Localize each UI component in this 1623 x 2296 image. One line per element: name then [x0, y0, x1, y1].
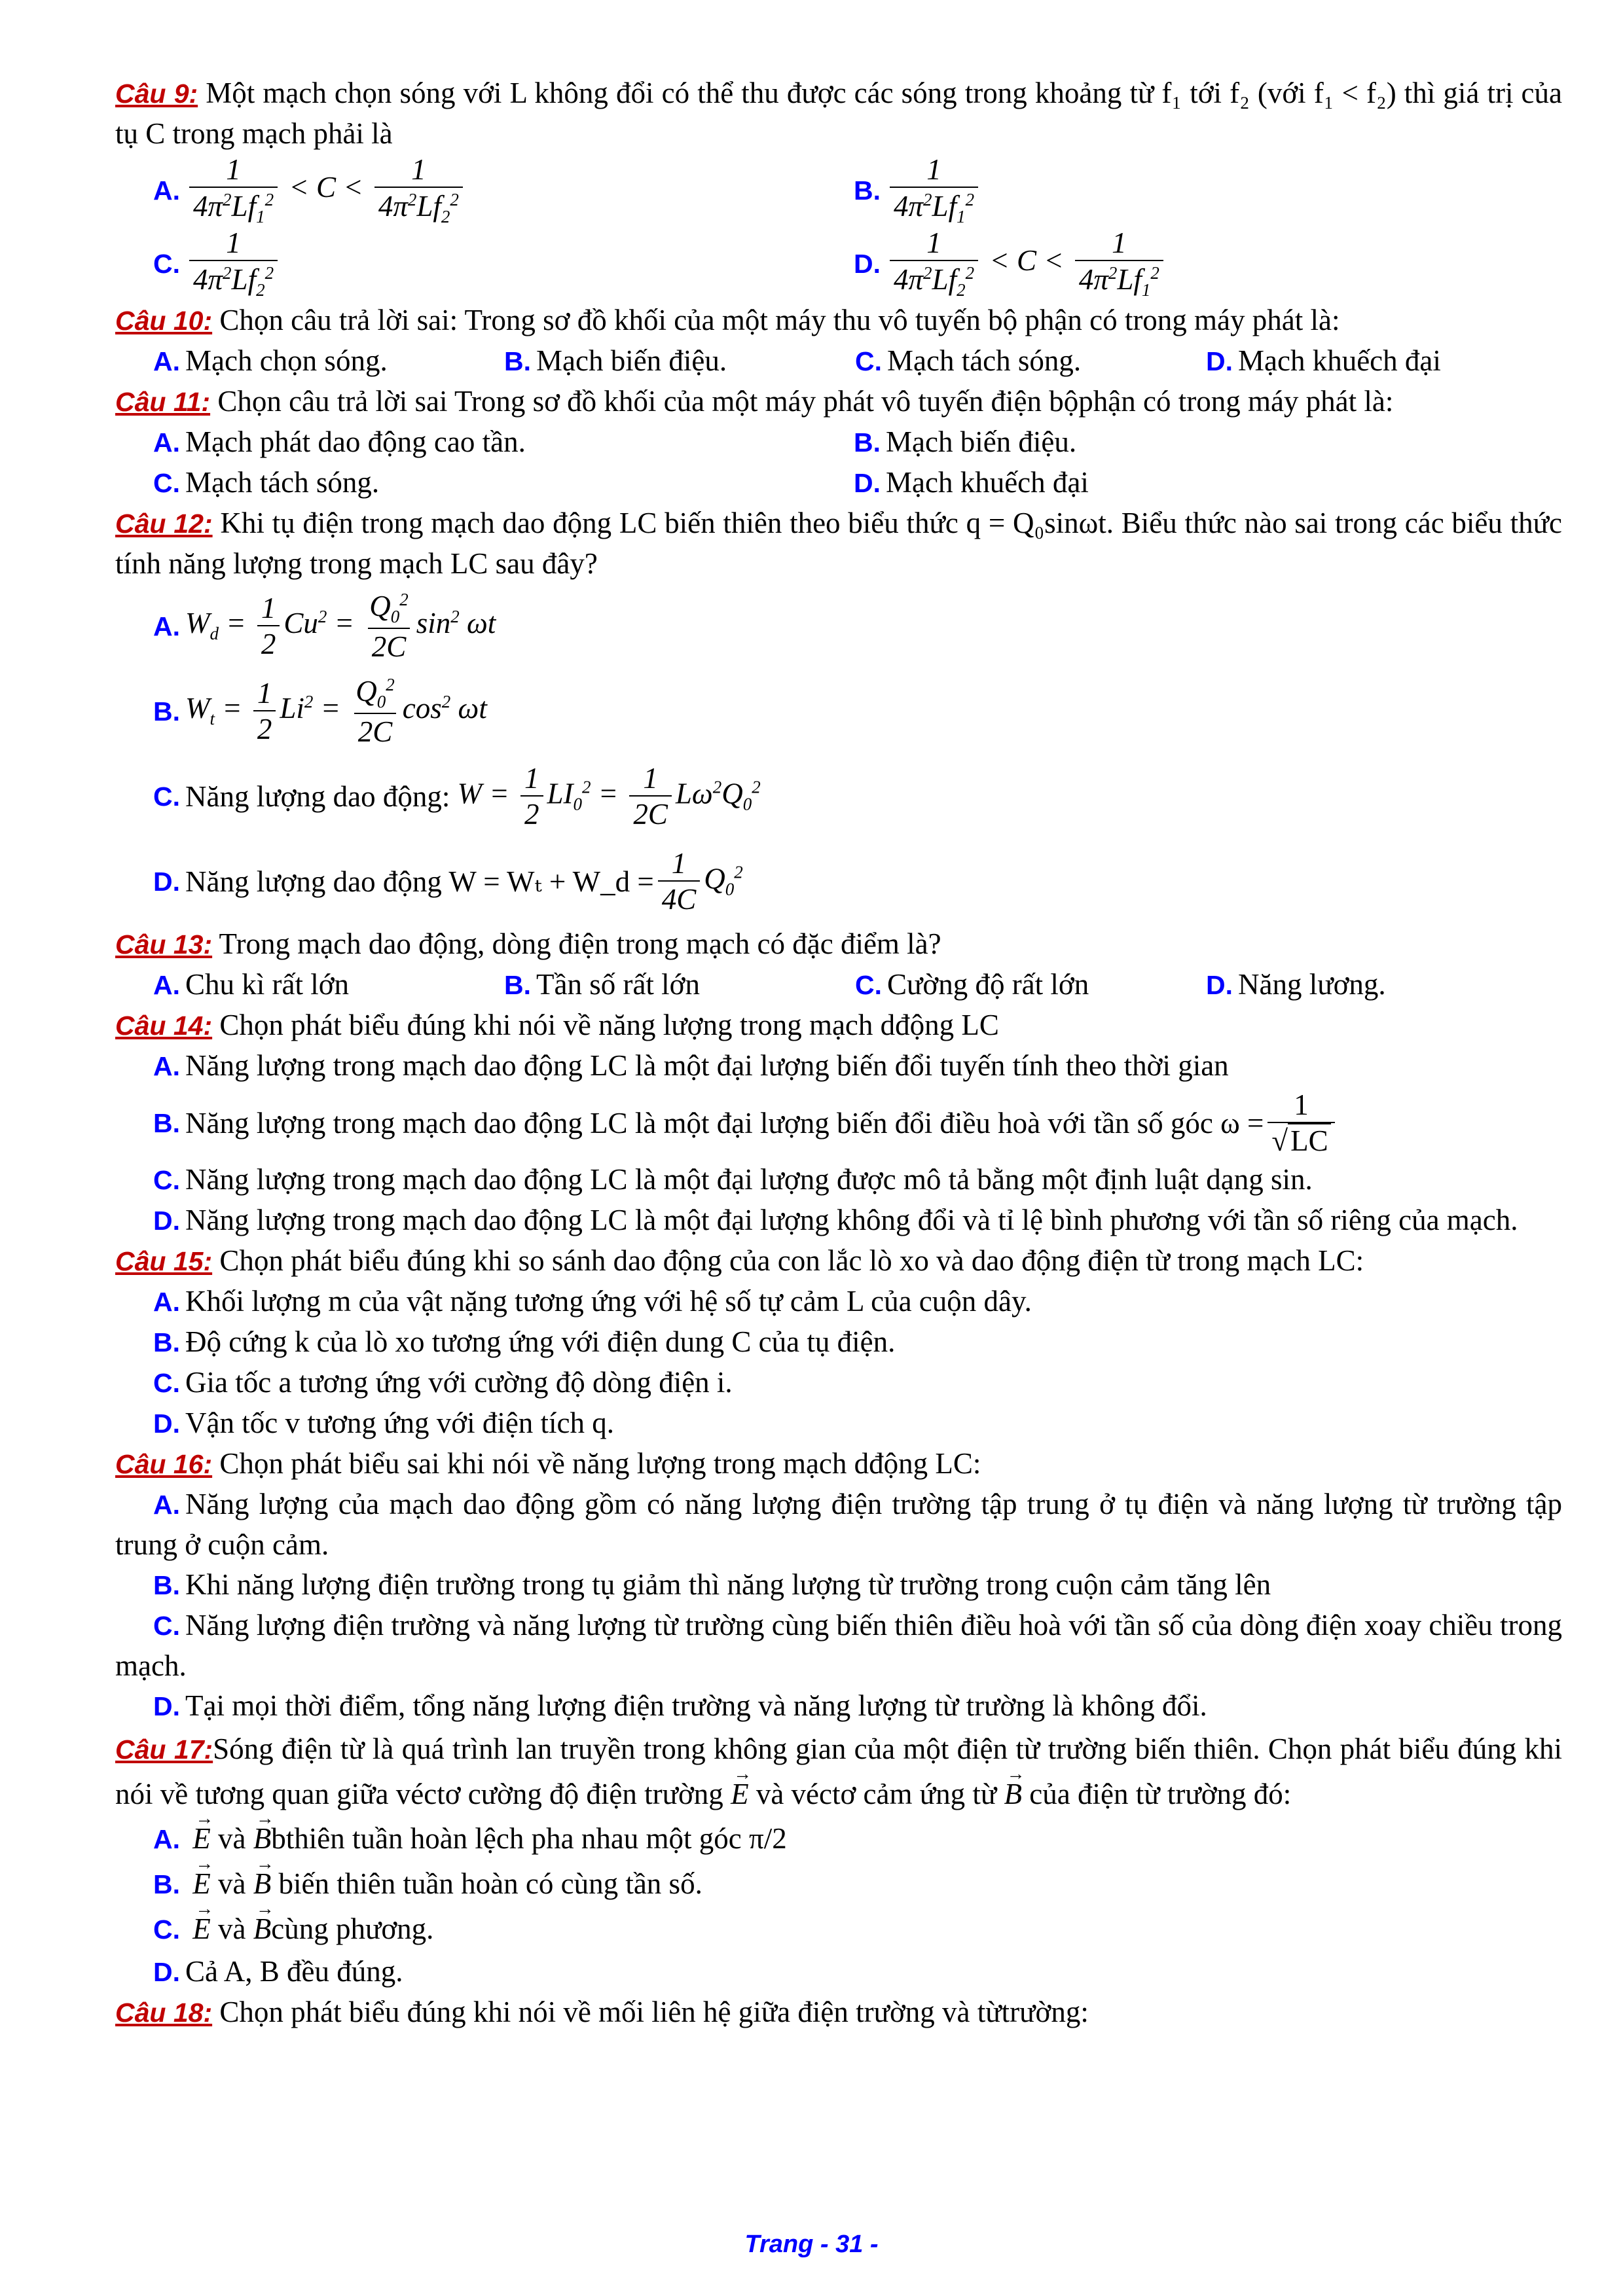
option-text: Mạch khuếch đại	[886, 466, 1089, 499]
option-label: B.	[153, 1107, 180, 1138]
question-9	[115, 73, 1562, 154]
question-14	[115, 1005, 1562, 1046]
question-10-options	[115, 341, 1562, 382]
option-label: C.	[153, 1914, 180, 1945]
question-10-text: Chọn câu trả lời sai: Trong sơ đồ khối của một máy thu vô tuyến bộ phận có trong máy phát là:	[219, 304, 1340, 336]
option-label: B.	[854, 427, 881, 457]
formula-total-energy: W = $\frac{1}{2}$ $LI_0^2$ = $\frac{1}{2C}$ $L\omega^2Q_0^2$	[450, 761, 761, 831]
question-17-text-c: của điện từ trường đó:	[1029, 1778, 1292, 1810]
option-label: D.	[854, 248, 881, 279]
option-text: Khi năng lượng điện trường trong tụ giảm thì năng lượng từ trường trong cuộn cảm tăng lên	[185, 1568, 1271, 1601]
option-conj: và	[218, 1822, 246, 1855]
option-label: D.	[1206, 346, 1233, 376]
option-text: Cả A, B đều đúng.	[185, 1955, 403, 1988]
question-13	[115, 924, 1562, 965]
question-17-option-b	[115, 1861, 1562, 1907]
option-text: Mạch chọn sóng.	[185, 344, 388, 377]
question-15-option-c	[115, 1363, 1562, 1403]
question-12-text: Khi tụ điện trong mạch dao động LC biến thiên theo biểu thức q = Q₀sinωt. Biểu thức nào sai trong các biểu thức tính năng lượng trong mạch LC sau đây?	[115, 507, 1562, 580]
option-text: Mạch khuếch đại	[1238, 344, 1441, 377]
formula-total-energy-d: $\frac{1}{4C}$ $Q_0^2$	[654, 848, 743, 916]
option-label: A.	[153, 1287, 180, 1317]
question-9-text: Một mạch chọn sóng với L không đổi có thể thu được các sóng trong khoảng từ f₁ tới f₂ (với f₁ < f₂) thì giá trị của tụ C trong mạch phải là	[115, 77, 1562, 150]
option-label: C.	[153, 781, 180, 812]
question-9-options-cd	[115, 227, 1562, 300]
question-16-option-c	[115, 1605, 1562, 1686]
option-text: Năng lượng của mạch dao động gồm có năng lượng điện trường tập trung ở tụ điện và năng lượng từ trường tập trung ở cuộn cảm.	[115, 1488, 1562, 1561]
question-12-option-c	[115, 754, 1562, 839]
option-text: Năng lượng trong mạch dao động LC là một đại lượng biến đổi điều hoà với tần số góc ω =	[185, 1106, 1264, 1139]
option-text: Năng lượng trong mạch dao động LC là một đại lượng không đổi và tỉ lệ bình phương với tần số riêng của mạch.	[185, 1204, 1518, 1236]
option-text: Khối lượng m của vật nặng tương ứng với hệ số tự cảm L của cuộn dây.	[185, 1285, 1032, 1318]
option-conj: và	[218, 1867, 246, 1900]
formula-option-b: $\frac{1}{4\pi^2Lf_1^2}$	[886, 154, 982, 226]
question-17-option-c	[115, 1907, 1562, 1952]
question-10-number: Câu 10:	[115, 306, 213, 336]
option-label: C.	[855, 970, 882, 1000]
formula-electric-energy: $W_d$ = $\frac{1}{2}$ $Cu^2$ = $\frac{Q_0^2}{2C}$ $\sin^2 \omega t$	[185, 590, 496, 663]
option-text: Tại mọi thời điểm, tổng năng lượng điện trường và năng lượng từ trường là không đổi.	[185, 1689, 1207, 1722]
question-15	[115, 1241, 1562, 1282]
question-9-options-ab	[115, 154, 1562, 227]
question-11-number: Câu 11:	[115, 387, 211, 417]
option-label: A.	[153, 611, 180, 641]
question-16-option-a	[115, 1484, 1562, 1565]
question-17-option-a	[115, 1816, 1562, 1861]
option-label: D.	[1206, 970, 1233, 1000]
option-text: Tần số rất lớn	[536, 968, 700, 1001]
question-14-option-d	[115, 1200, 1562, 1241]
option-text: Năng lượng dao động:	[185, 780, 450, 813]
option-text: cùng phương.	[271, 1912, 434, 1945]
option-text: biến thiên tuần hoàn có cùng tần số.	[278, 1867, 702, 1900]
option-text: Mạch biến điệu.	[536, 344, 727, 377]
option-label: B.	[504, 970, 531, 1000]
question-16-number: Câu 16:	[115, 1449, 213, 1479]
option-label: C.	[855, 346, 882, 376]
option-label: A.	[153, 175, 180, 206]
question-12-option-d	[115, 839, 1562, 924]
question-13-text: Trong mạch dao động, dòng điện trong mạch có đặc điểm là?	[219, 927, 941, 960]
formula-option-d: $\frac{1}{4\pi^2Lf_2^2}$ < C < $\frac{1}{4\pi^2Lf_1^2}$	[886, 228, 1167, 300]
option-label: A.	[153, 1051, 180, 1081]
option-text: Năng lượng điện trường và năng lượng từ trường cùng biến thiên điều hoà với tần số của dòng điện xoay chiều trong mạch.	[115, 1609, 1563, 1682]
question-18-text: Chọn phát biểu đúng khi nói về mối liên hệ giữa điện trường và từtrường:	[219, 1996, 1089, 2028]
question-15-option-b	[115, 1322, 1562, 1363]
question-17-number: Câu 17:	[115, 1734, 213, 1765]
option-label: B.	[854, 175, 881, 206]
option-label: B.	[504, 346, 531, 376]
formula-omega: $\frac{1}{√LC}$	[1267, 1090, 1334, 1157]
question-14-option-c	[115, 1160, 1562, 1200]
question-13-number: Câu 13:	[115, 929, 213, 960]
option-text: Cường độ rất lớn	[887, 968, 1089, 1001]
option-label: A.	[153, 1824, 180, 1854]
option-text: Gia tốc a tương ứng với cường độ dòng điện i.	[185, 1366, 733, 1399]
option-label: D.	[153, 1408, 180, 1439]
option-label: A.	[153, 346, 180, 376]
question-11-text: Chọn câu trả lời sai Trong sơ đồ khối của một máy phát vô tuyến điện bộphận có trong máy phát là:	[217, 385, 1394, 418]
question-13-options	[115, 965, 1562, 1005]
question-18	[115, 1992, 1562, 2033]
option-label: B.	[153, 696, 180, 726]
option-text: Năng lương.	[1238, 968, 1386, 1001]
option-label: A.	[153, 970, 180, 1000]
option-text: Mạch phát dao động cao tần.	[185, 425, 526, 458]
option-text: Chu kì rất lớn	[185, 968, 350, 1001]
question-14-option-a	[115, 1046, 1562, 1086]
formula-magnetic-energy: $W_t$ = $\frac{1}{2}$ $Li^2$ = $\frac{Q_0^2}{2C}$ $\cos^2 \omega t$	[185, 675, 487, 748]
option-label: B.	[153, 1327, 180, 1357]
option-text: Mạch biến điệu.	[886, 425, 1077, 458]
option-label: C.	[153, 1611, 180, 1641]
question-15-number: Câu 15:	[115, 1246, 213, 1276]
option-label: D.	[153, 866, 180, 897]
question-14-text: Chọn phát biểu đúng khi nói về năng lượng trong mạch dđộng LC	[219, 1009, 999, 1041]
document-page	[115, 73, 1562, 2033]
question-11-options-ab	[115, 422, 1562, 463]
option-label: A.	[153, 427, 180, 457]
option-label: B.	[153, 1869, 180, 1899]
vector-e: → E	[731, 1772, 749, 1816]
question-14-option-b	[115, 1086, 1562, 1160]
question-9-number: Câu 9:	[115, 79, 198, 109]
question-17-option-d	[115, 1952, 1562, 1992]
question-12	[115, 503, 1562, 584]
formula-option-c: $\frac{1}{4\pi^2Lf_2^2}$	[185, 228, 282, 300]
question-11	[115, 382, 1562, 422]
option-text: Năng lượng trong mạch dao động LC là một đại lượng được mô tả bằng một định luật dạng sin.	[185, 1163, 1313, 1196]
vector-e: → E	[192, 1861, 211, 1906]
question-16	[115, 1444, 1562, 1484]
vector-b: → B	[253, 1816, 272, 1861]
question-16-text: Chọn phát biểu sai khi nói về năng lượng trong mạch dđộng LC:	[219, 1447, 981, 1480]
question-12-option-a	[115, 584, 1562, 669]
question-18-number: Câu 18:	[115, 1998, 213, 2028]
question-11-options-cd	[115, 463, 1562, 503]
option-label: C.	[153, 1165, 180, 1195]
option-text: Năng lượng dao động W = Wₜ + W_d =	[185, 865, 654, 898]
question-12-number: Câu 12:	[115, 509, 213, 539]
option-label: B.	[153, 1570, 180, 1600]
vector-b: → B	[1004, 1772, 1023, 1816]
vector-e: → E	[192, 1816, 211, 1861]
option-label: A.	[153, 1490, 180, 1520]
question-10	[115, 300, 1562, 341]
question-17-text: Sóng điện từ là quá trình lan truyền trong không gian của một điện từ trường biến thiên. Chọn phát biểu đúng khi nói về tương quan giữa véctơ cường độ điện trường	[115, 1732, 1562, 1810]
question-15-option-d	[115, 1403, 1562, 1444]
option-text: Độ cứng k của lò xo tương ứng với điện dung C của tụ điện.	[185, 1325, 896, 1358]
option-text: Năng lượng trong mạch dao động LC là một đại lượng biến đổi tuyến tính theo thời gian	[185, 1049, 1229, 1082]
vector-b: → B	[253, 1861, 272, 1906]
question-12-option-b	[115, 669, 1562, 754]
question-17	[115, 1727, 1562, 1816]
option-label: C.	[153, 1368, 180, 1398]
option-label: C.	[153, 248, 180, 279]
vector-e: → E	[192, 1907, 211, 1951]
question-14-number: Câu 14:	[115, 1011, 213, 1041]
option-label: D.	[153, 1206, 180, 1236]
question-15-text: Chọn phát biểu đúng khi so sánh dao động của con lắc lò xo và dao động điện từ trong mạch LC:	[219, 1244, 1364, 1277]
formula-option-a: $\frac{1}{4\pi^2Lf_1^2}$ < C < $\frac{1}{4\pi^2Lf_2^2}$	[185, 154, 467, 226]
option-label: D.	[153, 1691, 180, 1721]
option-label: C.	[153, 468, 180, 498]
option-text: bthiên tuần hoàn lệch pha nhau một góc π/2	[271, 1822, 787, 1855]
option-conj: và	[218, 1912, 246, 1945]
question-16-option-d	[115, 1686, 1562, 1727]
vector-b: → B	[253, 1907, 272, 1951]
option-label: D.	[153, 1957, 180, 1987]
question-17-text-b: và véctơ cảm ứng từ	[756, 1778, 997, 1810]
option-text: Mạch tách sóng.	[887, 344, 1082, 377]
option-text: Vận tốc v tương ứng với điện tích q.	[185, 1407, 615, 1439]
page-number: Trang - 31 -	[744, 2231, 879, 2258]
option-label: D.	[854, 468, 881, 498]
question-15-option-a	[115, 1282, 1562, 1322]
option-text: Mạch tách sóng.	[185, 466, 380, 499]
question-16-option-b	[115, 1565, 1562, 1605]
